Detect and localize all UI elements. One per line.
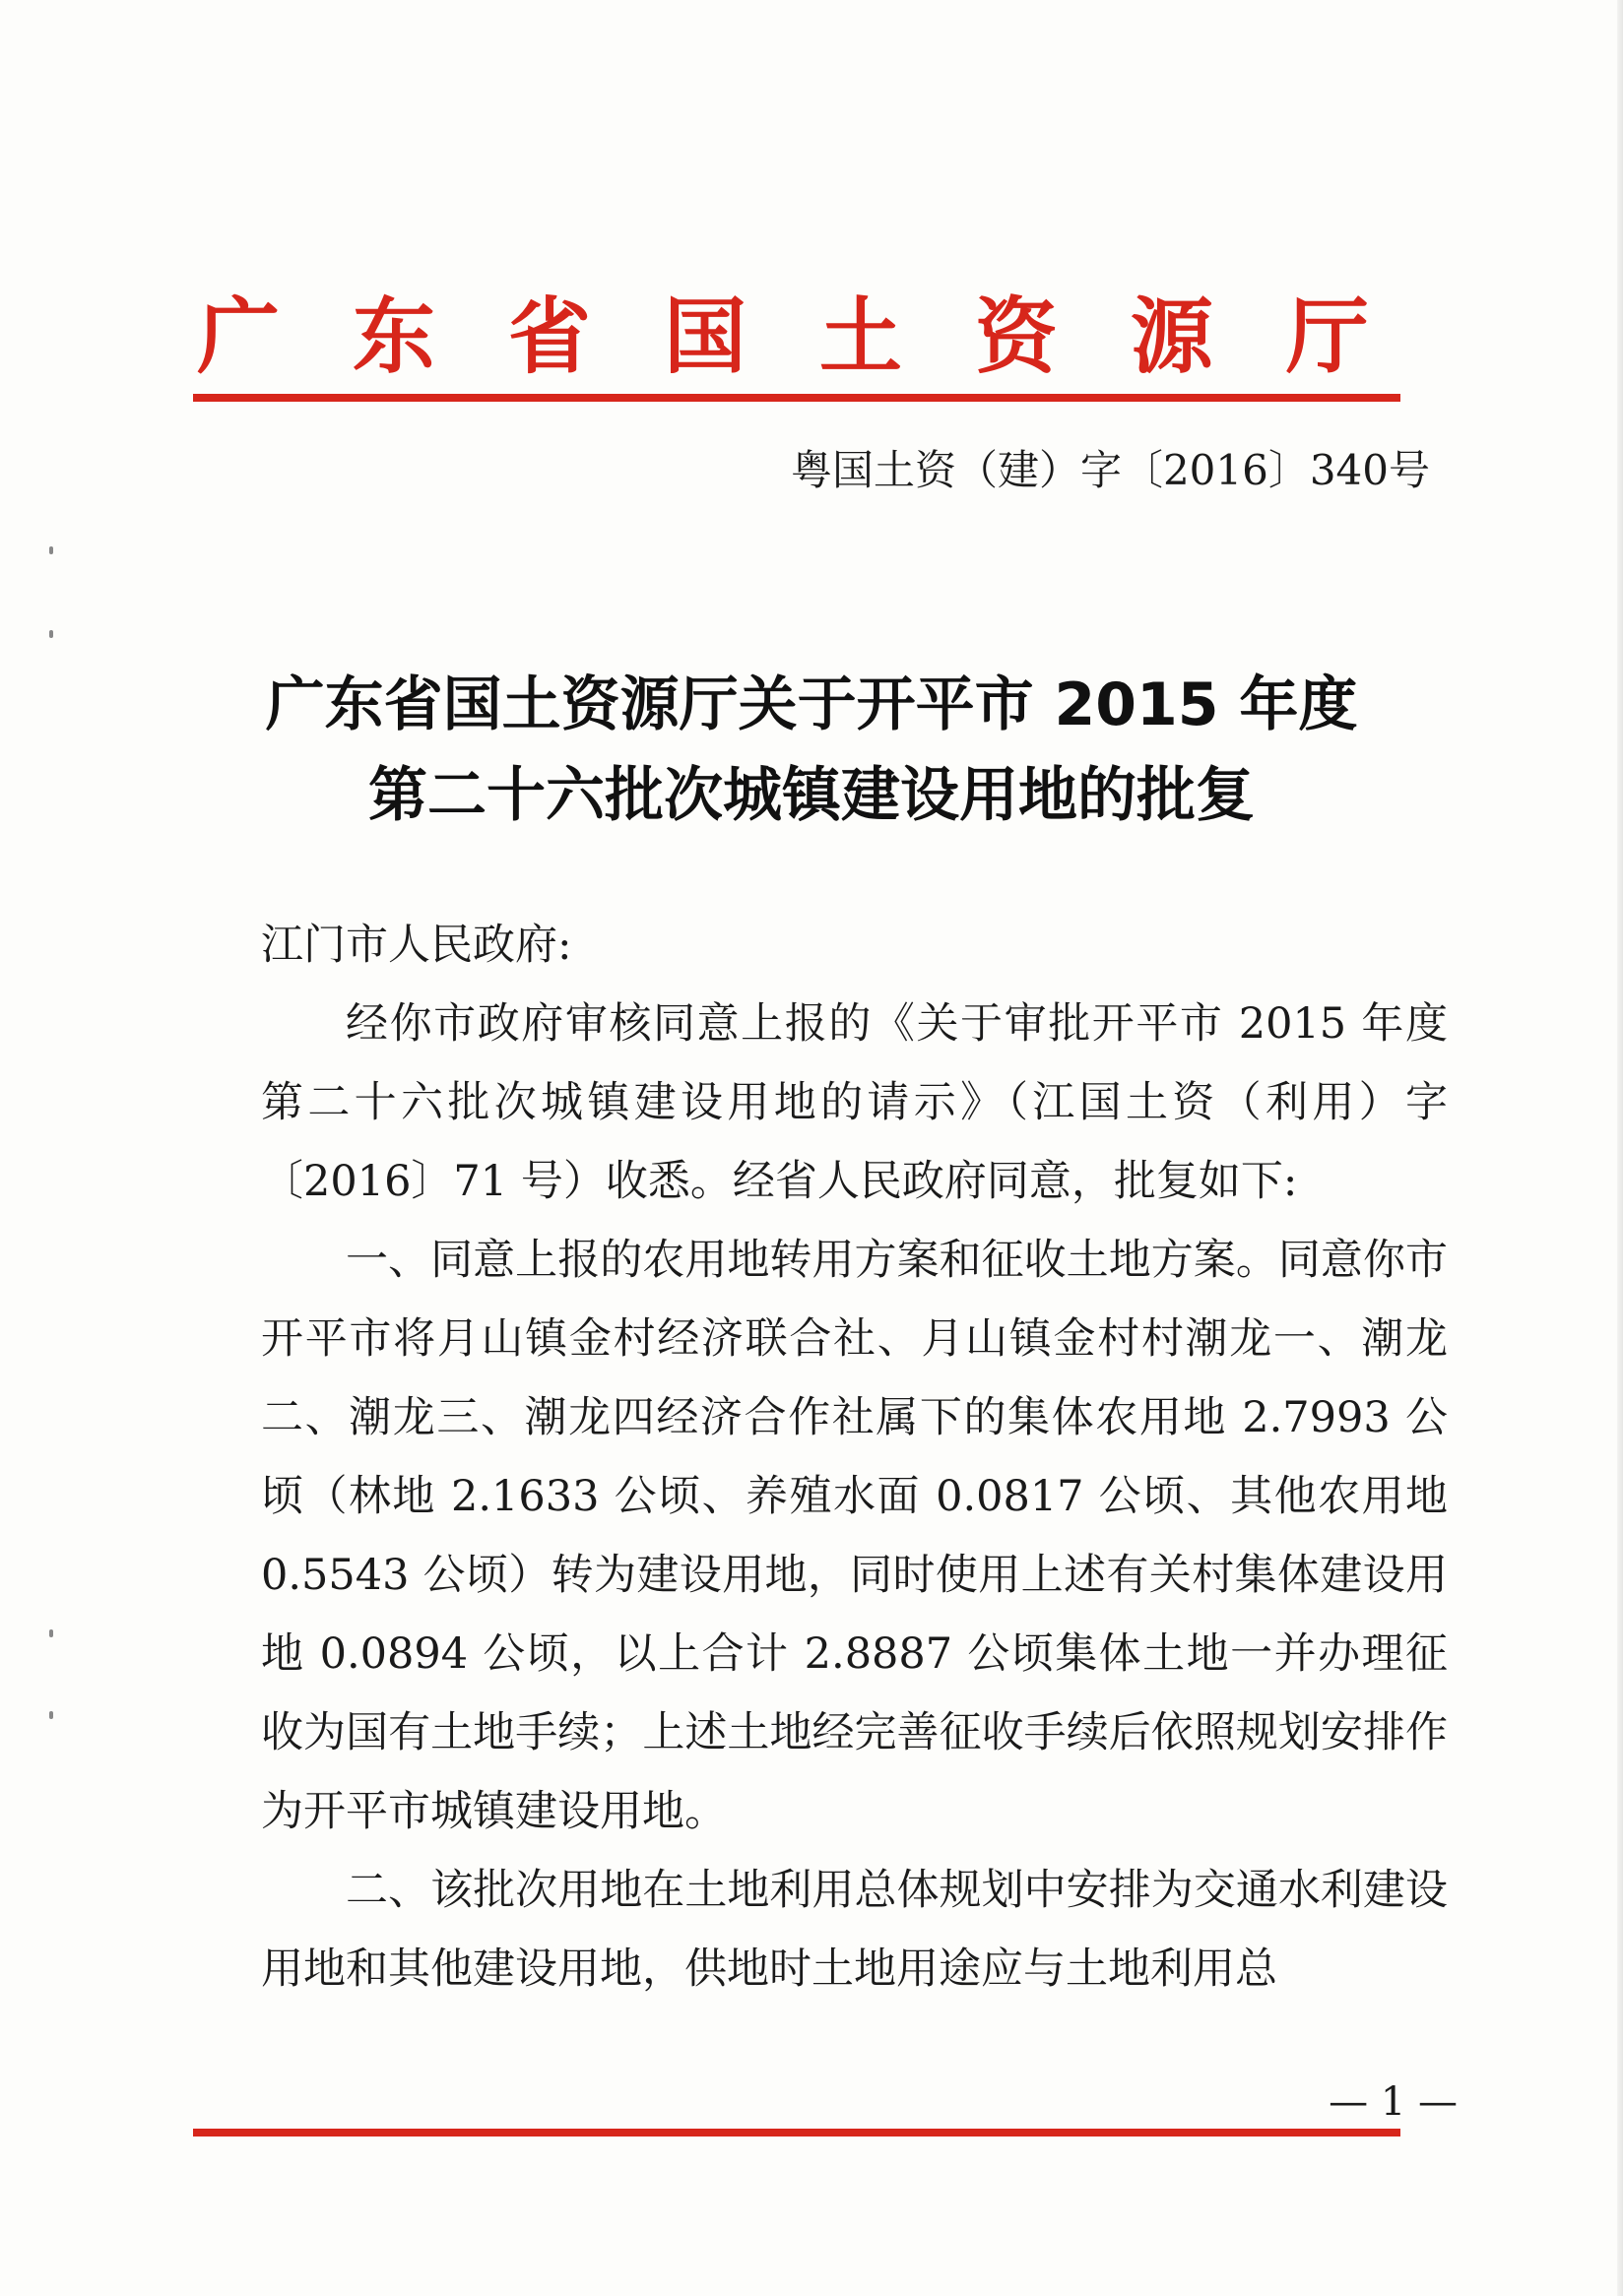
header-char: 省 — [507, 287, 591, 385]
body-paragraph: 一、同意上报的农用地转用方案和征收土地方案。同意你市开平市将月山镇金村经济联合社、月山镇金村村潮龙一、潮龙二、潮龙三、潮龙四经济合作社属下的集体农用地 2.7993 公顷（林地 2.1633 公顷、养殖水面 0.0817 公顷、其他农用地 0.5543 公顷）转为建设用地，同时使用上述有关村集体建设用地 0.0894 公顷，以上合计 2.8887 公顷集体土地一并办理征收为国有土地手续；上述土地经完善征收手续后依照规划安排作为开平市城镇建设用地。 — [261, 1236, 1448, 1836]
body-paragraph: 二、该批次用地在土地利用总体规划中安排为交通水利建设用地和其他建设用地，供地时土地用途应与土地利用总 — [261, 1866, 1448, 1994]
title-line-1: 广东省国土资源厅关于开平市 2015 年度 — [265, 670, 1358, 739]
header-char: 资 — [974, 287, 1058, 385]
header-char: 东 — [352, 287, 435, 385]
footer-red-rule — [193, 2129, 1400, 2137]
header-char: 源 — [1130, 287, 1213, 385]
header-char: 广 — [197, 287, 281, 385]
header-char: 国 — [663, 287, 747, 385]
header-char: 土 — [818, 287, 902, 385]
document-number: 粤国土资（建）字〔2016〕340号 — [790, 446, 1430, 494]
scan-edge — [1617, 0, 1623, 2296]
salutation: 江门市人民政府: — [261, 921, 572, 970]
scan-speck — [49, 1711, 53, 1719]
issuing-authority-header — [197, 276, 1369, 384]
scan-speck — [49, 1629, 53, 1637]
document-body — [261, 906, 1448, 2009]
document-title — [197, 660, 1426, 841]
header-red-rule — [193, 394, 1400, 402]
body-paragraph: 经你市政府审核同意上报的《关于审批开平市 2015 年度第二十六批次城镇建设用地的请示》（江国土资（利用）字〔2016〕71 号）收悉。经省人民政府同意，批复如下: — [261, 999, 1448, 1206]
scan-speck — [49, 630, 53, 638]
page-number: — 1 — — [1329, 2079, 1458, 2125]
scan-speck — [49, 546, 53, 554]
header-char: 厅 — [1285, 287, 1369, 385]
title-line-2: 第二十六批次城镇建设用地的批复 — [368, 761, 1255, 830]
